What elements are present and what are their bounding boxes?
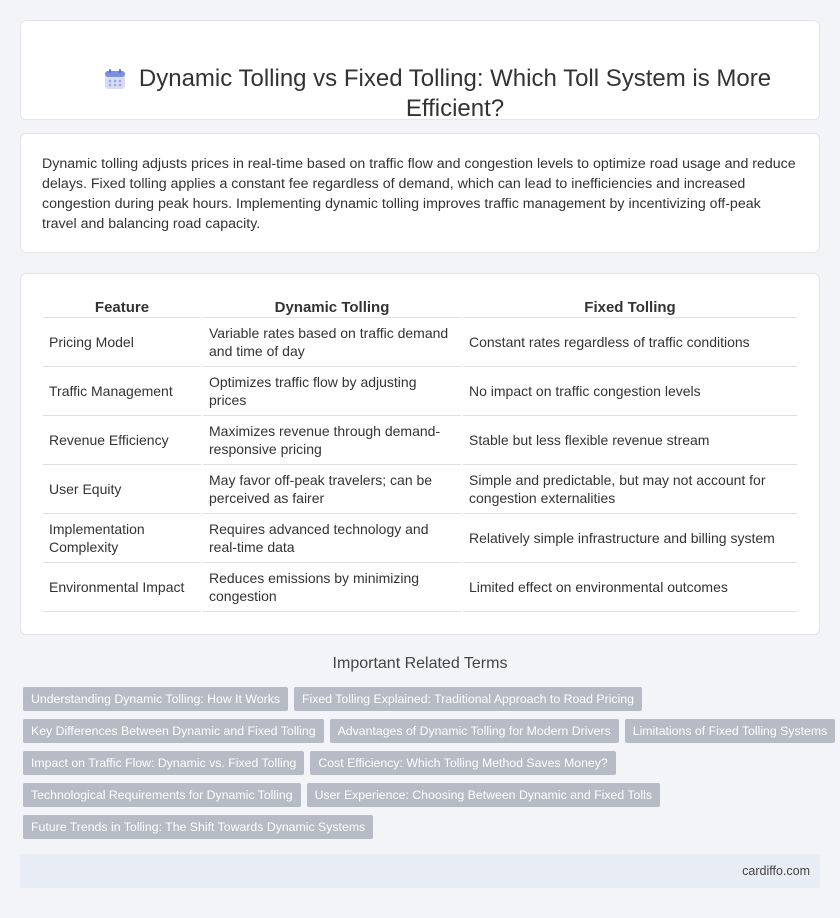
related-term-tag[interactable]: User Experience: Choosing Between Dynamic and Fixed Tolls <box>307 783 660 807</box>
intro-card <box>20 133 820 253</box>
comparison-card <box>20 273 820 635</box>
table-row <box>43 318 797 367</box>
cell-fixed: Limited effect on environmental outcomes <box>463 563 797 612</box>
table-row <box>43 367 797 416</box>
related-term-tag[interactable]: Cost Efficiency: Which Tolling Method Saves Money? <box>310 751 615 775</box>
cell-feature: Pricing Model <box>43 318 201 367</box>
table-row <box>43 563 797 612</box>
cell-feature: Environmental Impact <box>43 563 201 612</box>
cell-fixed: Constant rates regardless of traffic conditions <box>463 318 797 367</box>
cell-fixed: Simple and predictable, but may not account for congestion externalities <box>463 465 797 514</box>
intro-text: Dynamic tolling adjusts prices in real-time based on traffic flow and congestion levels to optimize road usage and reduce delays. Fixed tolling applies a constant fee regardless of demand, which can lead to inefficiencies and increased congestion during peak hours. Implementing dynamic tolling improves traffic management by incentivizing off-peak travel and balancing road capacity. <box>42 156 796 232</box>
header-dynamic: Dynamic Tolling <box>203 296 461 318</box>
related-terms-heading: Important Related Terms <box>332 655 508 672</box>
related-term-tag[interactable]: Advantages of Dynamic Tolling for Modern Drivers <box>330 719 619 743</box>
header-feature: Feature <box>43 296 201 318</box>
title-card <box>20 20 820 120</box>
cell-dynamic: Optimizes traffic flow by adjusting prices <box>203 367 461 416</box>
cell-dynamic: May favor off-peak travelers; can be perceived as fairer <box>203 465 461 514</box>
comparison-table <box>41 296 799 612</box>
related-term-tag[interactable]: Key Differences Between Dynamic and Fixed Tolling <box>23 719 324 743</box>
related-term-tag[interactable]: Understanding Dynamic Tolling: How It Works <box>23 687 288 711</box>
page-title: Dynamic Tolling vs Fixed Tolling: Which Toll System is More Efficient? <box>138 65 772 122</box>
related-term-tag[interactable]: Technological Requirements for Dynamic Tolling <box>23 783 301 807</box>
related-term-tag[interactable]: Fixed Tolling Explained: Traditional Approach to Road Pricing <box>294 687 642 711</box>
cell-feature: Revenue Efficiency <box>43 416 201 465</box>
related-terms-list <box>23 687 828 847</box>
cell-dynamic: Maximizes revenue through demand-responsive pricing <box>203 416 461 465</box>
cell-dynamic: Reduces emissions by minimizing congestion <box>203 563 461 612</box>
table-row <box>43 514 797 563</box>
cell-feature: Implementation Complexity <box>43 514 201 563</box>
table-row <box>43 416 797 465</box>
table-row <box>43 465 797 514</box>
related-term-tag[interactable]: Future Trends in Tolling: The Shift Towards Dynamic Systems <box>23 815 373 839</box>
cell-feature: Traffic Management <box>43 367 201 416</box>
header-fixed: Fixed Tolling <box>463 296 797 318</box>
cell-feature: User Equity <box>43 465 201 514</box>
cell-fixed: Stable but less flexible revenue stream <box>463 416 797 465</box>
calendar-icon <box>103 67 127 91</box>
cell-fixed: Relatively simple infrastructure and billing system <box>463 514 797 563</box>
footer-site-link[interactable]: cardiffo.com <box>742 864 810 878</box>
related-term-tag[interactable]: Limitations of Fixed Tolling Systems <box>625 719 836 743</box>
footer <box>20 854 820 888</box>
cell-fixed: No impact on traffic congestion levels <box>463 367 797 416</box>
cell-dynamic: Variable rates based on traffic demand and time of day <box>203 318 461 367</box>
cell-dynamic: Requires advanced technology and real-time data <box>203 514 461 563</box>
table-header-row <box>43 296 797 318</box>
related-term-tag[interactable]: Impact on Traffic Flow: Dynamic vs. Fixed Tolling <box>23 751 304 775</box>
